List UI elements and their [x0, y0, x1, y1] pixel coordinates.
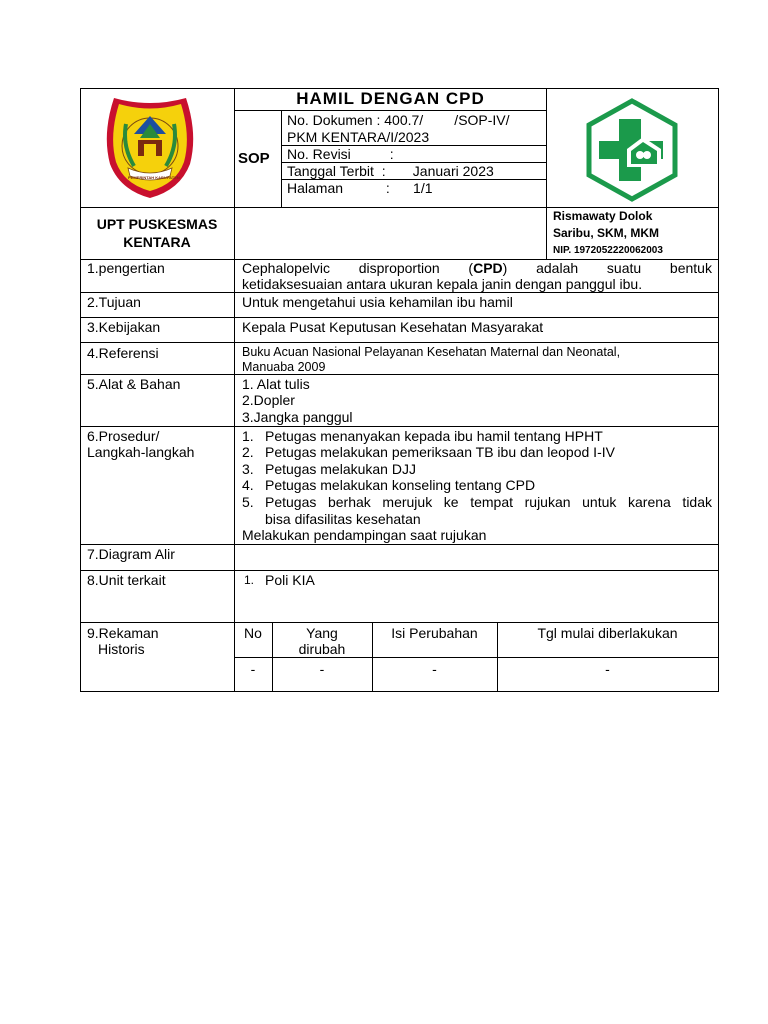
- signer-name-line1: Rismawaty Dolok: [553, 209, 653, 223]
- tujuan-label: 2.Tujuan: [87, 294, 141, 310]
- alat-item: 1. Alat tulis: [242, 376, 310, 392]
- step-number: 2.: [242, 444, 254, 460]
- referensi-label: 4.Referensi: [87, 345, 159, 361]
- emblem-ribbon-text: PEMERINTAH KABUPATEN: [128, 175, 180, 180]
- diagram-label: 7.Diagram Alir: [87, 546, 175, 562]
- referensi-line2: Manuaba 2009: [242, 360, 326, 374]
- rekaman-cell: -: [319, 661, 325, 677]
- alat-item: 2.Dopler: [242, 392, 295, 408]
- step-text: Petugas menanyakan kepada ibu hamil tentang HPHT: [265, 428, 603, 444]
- rekaman-col-date: Tgl mulai diberlakukan: [537, 625, 678, 641]
- alat-item: 3.Jangka panggul: [242, 409, 353, 425]
- pengertian-word-cpd: (CPD): [468, 260, 508, 276]
- step-text: Petugas melakukan konseling tentang CPD: [265, 477, 536, 493]
- step-number: 3.: [242, 461, 254, 477]
- step-text-continued: bisa difasilitas kesehatan: [265, 511, 421, 527]
- tujuan-text: Untuk mengetahui usia kehamilan ibu hamil: [242, 294, 513, 310]
- org-name-line2: KENTARA: [123, 234, 191, 250]
- pengertian-line2: ketidaksesuaian antara ukuran kepala janin dengan panggul ibu.: [242, 276, 643, 292]
- unit-label: 8.Unit terkait: [87, 572, 166, 588]
- rekaman-col-content: Isi Perubahan: [391, 625, 478, 641]
- step-number: 1.: [242, 428, 254, 444]
- rekaman-col-changed: Yang: [306, 625, 338, 641]
- pengertian-line1: [242, 260, 712, 276]
- step-number: 5.: [242, 494, 254, 510]
- org-name-line1: UPT PUSKESMAS: [96, 216, 218, 232]
- pengertian-label: 1.pengertian: [87, 260, 165, 276]
- alat-label: 5.Alat & Bahan: [87, 376, 181, 392]
- rekaman-col-changed-line2: dirubah: [298, 641, 346, 657]
- unit-item-number: 1.: [244, 573, 255, 587]
- signer-nip: NIP. 1972052220062003: [553, 245, 663, 256]
- kebijakan-text: Kepala Pusat Keputusan Kesehatan Masyarakat: [242, 319, 544, 335]
- step-text: Petugas melakukan DJJ: [265, 461, 416, 477]
- prosedur-footer: Melakukan pendampingan saat rujukan: [242, 527, 487, 543]
- referensi-line1: Buku Acuan Nasional Pelayanan Kesehatan Maternal dan Neonatal,: [242, 345, 621, 359]
- pengertian-word: adalah: [536, 260, 579, 276]
- doc-number-line1: No. Dokumen : 400.7/ /SOP-IV/: [287, 112, 510, 128]
- rekaman-label-line1: 9.Rekaman: [87, 625, 159, 641]
- pengertian-word: disproportion: [358, 260, 440, 276]
- step-text: Petugas melakukan pemeriksaan TB ibu dan leopod I-IV: [265, 444, 615, 460]
- pengertian-word: bentuk: [669, 260, 712, 276]
- pengertian-word: suatu: [606, 260, 642, 276]
- rekaman-cell: -: [250, 661, 256, 677]
- sop-label: SOP: [238, 150, 270, 167]
- kebijakan-label: 3.Kebijakan: [87, 319, 161, 335]
- step-number: 4.: [242, 477, 254, 493]
- step-text: Petugas berhak merujuk ke tempat rujukan untuk karena tidak: [265, 494, 712, 510]
- issue-date: Tanggal Terbit : Januari 2023: [287, 163, 494, 179]
- revision-number: No. Revisi :: [287, 146, 394, 162]
- rekaman-cell: -: [432, 661, 437, 677]
- page-title: HAMIL DENGAN CPD: [296, 89, 485, 108]
- puskesmas-cross-icon: [583, 97, 681, 203]
- signer-name-line2: Saribu, SKM, MKM: [553, 226, 660, 240]
- prosedur-label-line1: 6.Prosedur/: [87, 428, 160, 444]
- page-number: Halaman : 1/1: [287, 180, 433, 196]
- doc-number-line2: PKM KENTARA/I/2023: [287, 129, 430, 145]
- pengertian-word: Cephalopelvic: [242, 260, 330, 276]
- rekaman-col-no: No: [244, 625, 262, 641]
- prosedur-label-line2: Langkah-langkah: [87, 444, 195, 460]
- rekaman-label-line2: Historis: [98, 641, 145, 657]
- unit-item: Poli KIA: [265, 572, 315, 588]
- regency-emblem-icon: [100, 94, 200, 202]
- rekaman-cell: -: [605, 661, 610, 677]
